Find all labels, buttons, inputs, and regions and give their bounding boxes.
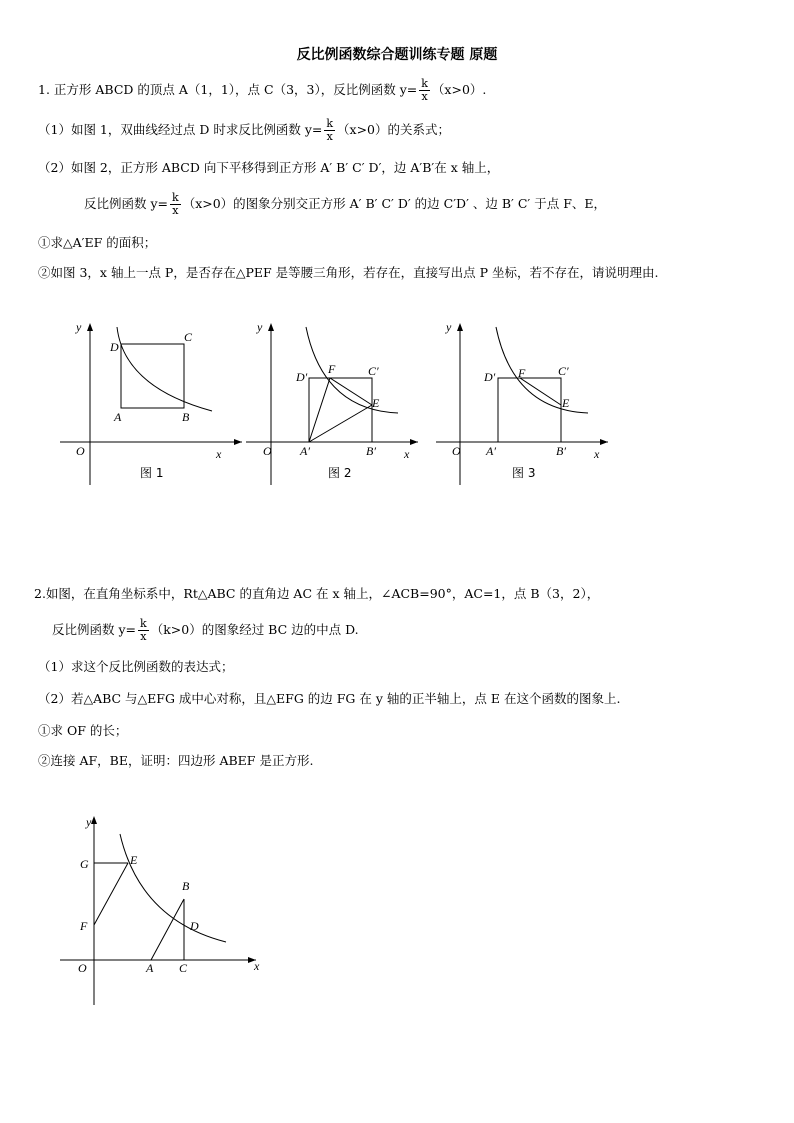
figure-3: [428, 315, 628, 490]
point-g-label: G: [80, 857, 89, 871]
problem2-stem-cont: 反比例函数 y= $\frac{k}{x}$ （k>0）的图象经过 BC 边的中点 D.: [52, 617, 359, 643]
problem2-question1: （1）求这个反比例函数的表达式；: [38, 659, 234, 674]
figure-1: [50, 315, 250, 490]
point-c-prime-label: C′: [558, 364, 569, 378]
x-axis-label: x: [594, 447, 600, 461]
problem1-question2: （2）如图 2，正方形 ABCD 向下平移得到正方形 A′ B′ C′ D′，边 A′B′在 x 轴上，: [38, 160, 500, 175]
point-f-label: F: [80, 919, 88, 933]
origin-label: O: [452, 444, 461, 458]
point-c-label: C: [179, 961, 188, 975]
problem2-sub1: ①求 OF 的长；: [38, 723, 128, 738]
point-b-label: B: [182, 410, 190, 424]
origin-label: O: [76, 444, 85, 458]
fraction: $\frac{k}{x}$: [172, 191, 179, 217]
point-c-prime-label: C′: [368, 364, 379, 378]
point-a-prime-label: A′: [300, 444, 310, 458]
point-b-prime-label: B′: [366, 444, 376, 458]
problem1-question2-cont: 反比例函数 y= $\frac{k}{x}$ （x>0）的图象分别交正方形 A′ B′ C′ D′ 的边 C′D′ 、边 B′ C′ 于点 F、E，: [84, 191, 607, 217]
point-e-label: E: [562, 396, 570, 410]
problem1-stem: 1. 正方形 ABCD 的顶点 A（1，1），点 C（3，3），反比例函数 y= $\frac{k}{x}$ （x>0）.: [38, 77, 487, 103]
page-title: 反比例函数综合题训练专题 原题: [296, 47, 498, 63]
problem1-sub2: ②如图 3，x 轴上一点 P，是否存在△PEF 是等腰三角形，若存在，直接写出点 P 坐标，若不存在，请说明理由.: [38, 265, 659, 280]
problem2-question2: （2）若△ABC 与△EFG 成中心对称，且△EFG 的边 FG 在 y 轴的正半轴上，点 E 在这个函数的图象上.: [38, 691, 621, 706]
y-axis-label: y: [257, 320, 263, 334]
problem2-sub2: ②连接 AF，BE，证明：四边形 ABEF 是正方形.: [38, 753, 314, 768]
point-e-label: E: [130, 853, 138, 867]
origin-label: O: [263, 444, 272, 458]
y-axis-label: y: [76, 320, 82, 334]
point-b-label: B: [182, 879, 190, 893]
point-a-label: A: [114, 410, 122, 424]
point-a-prime-label: A′: [486, 444, 496, 458]
point-f-label: F: [328, 362, 336, 376]
point-d-prime-label: D′: [296, 370, 308, 384]
figure-caption: 图 3: [512, 466, 536, 480]
x-axis-label: x: [254, 959, 260, 973]
point-b-prime-label: B′: [556, 444, 566, 458]
x-axis-label: x: [404, 447, 410, 461]
point-e-label: E: [372, 396, 380, 410]
y-axis-label: y: [86, 815, 92, 829]
point-f-label: F: [518, 366, 526, 380]
problem2-stem: 2.如图，在直角坐标系中，Rt△ABC 的直角边 AC 在 x 轴上，∠ACB=90°，AC=1，点 B（3，2），: [34, 586, 600, 601]
figure-caption: 图 1: [140, 466, 164, 480]
point-a-label: A: [146, 961, 154, 975]
problem1-sub1: ①求△A′EF 的面积；: [38, 235, 157, 250]
figure-caption: 图 2: [328, 466, 352, 480]
point-d-prime-label: D′: [484, 370, 496, 384]
fraction: $\frac{k}{x}$: [421, 77, 428, 103]
x-axis-label: x: [216, 447, 222, 461]
figure-2: [238, 315, 438, 490]
origin-label: O: [78, 961, 87, 975]
point-d-label: D: [190, 919, 199, 933]
fraction: $\frac{k}{x}$: [140, 617, 147, 643]
problem1-question1: （1）如图 1，双曲线经过点 D 时求反比例函数 y= $\frac{k}{x}$ （x>0）的关系式；: [38, 117, 451, 143]
point-c-label: C: [184, 330, 193, 344]
fraction: $\frac{k}{x}$: [326, 117, 334, 143]
point-d-label: D: [110, 340, 119, 354]
y-axis-label: y: [446, 320, 452, 334]
figure-4: [56, 810, 276, 1010]
